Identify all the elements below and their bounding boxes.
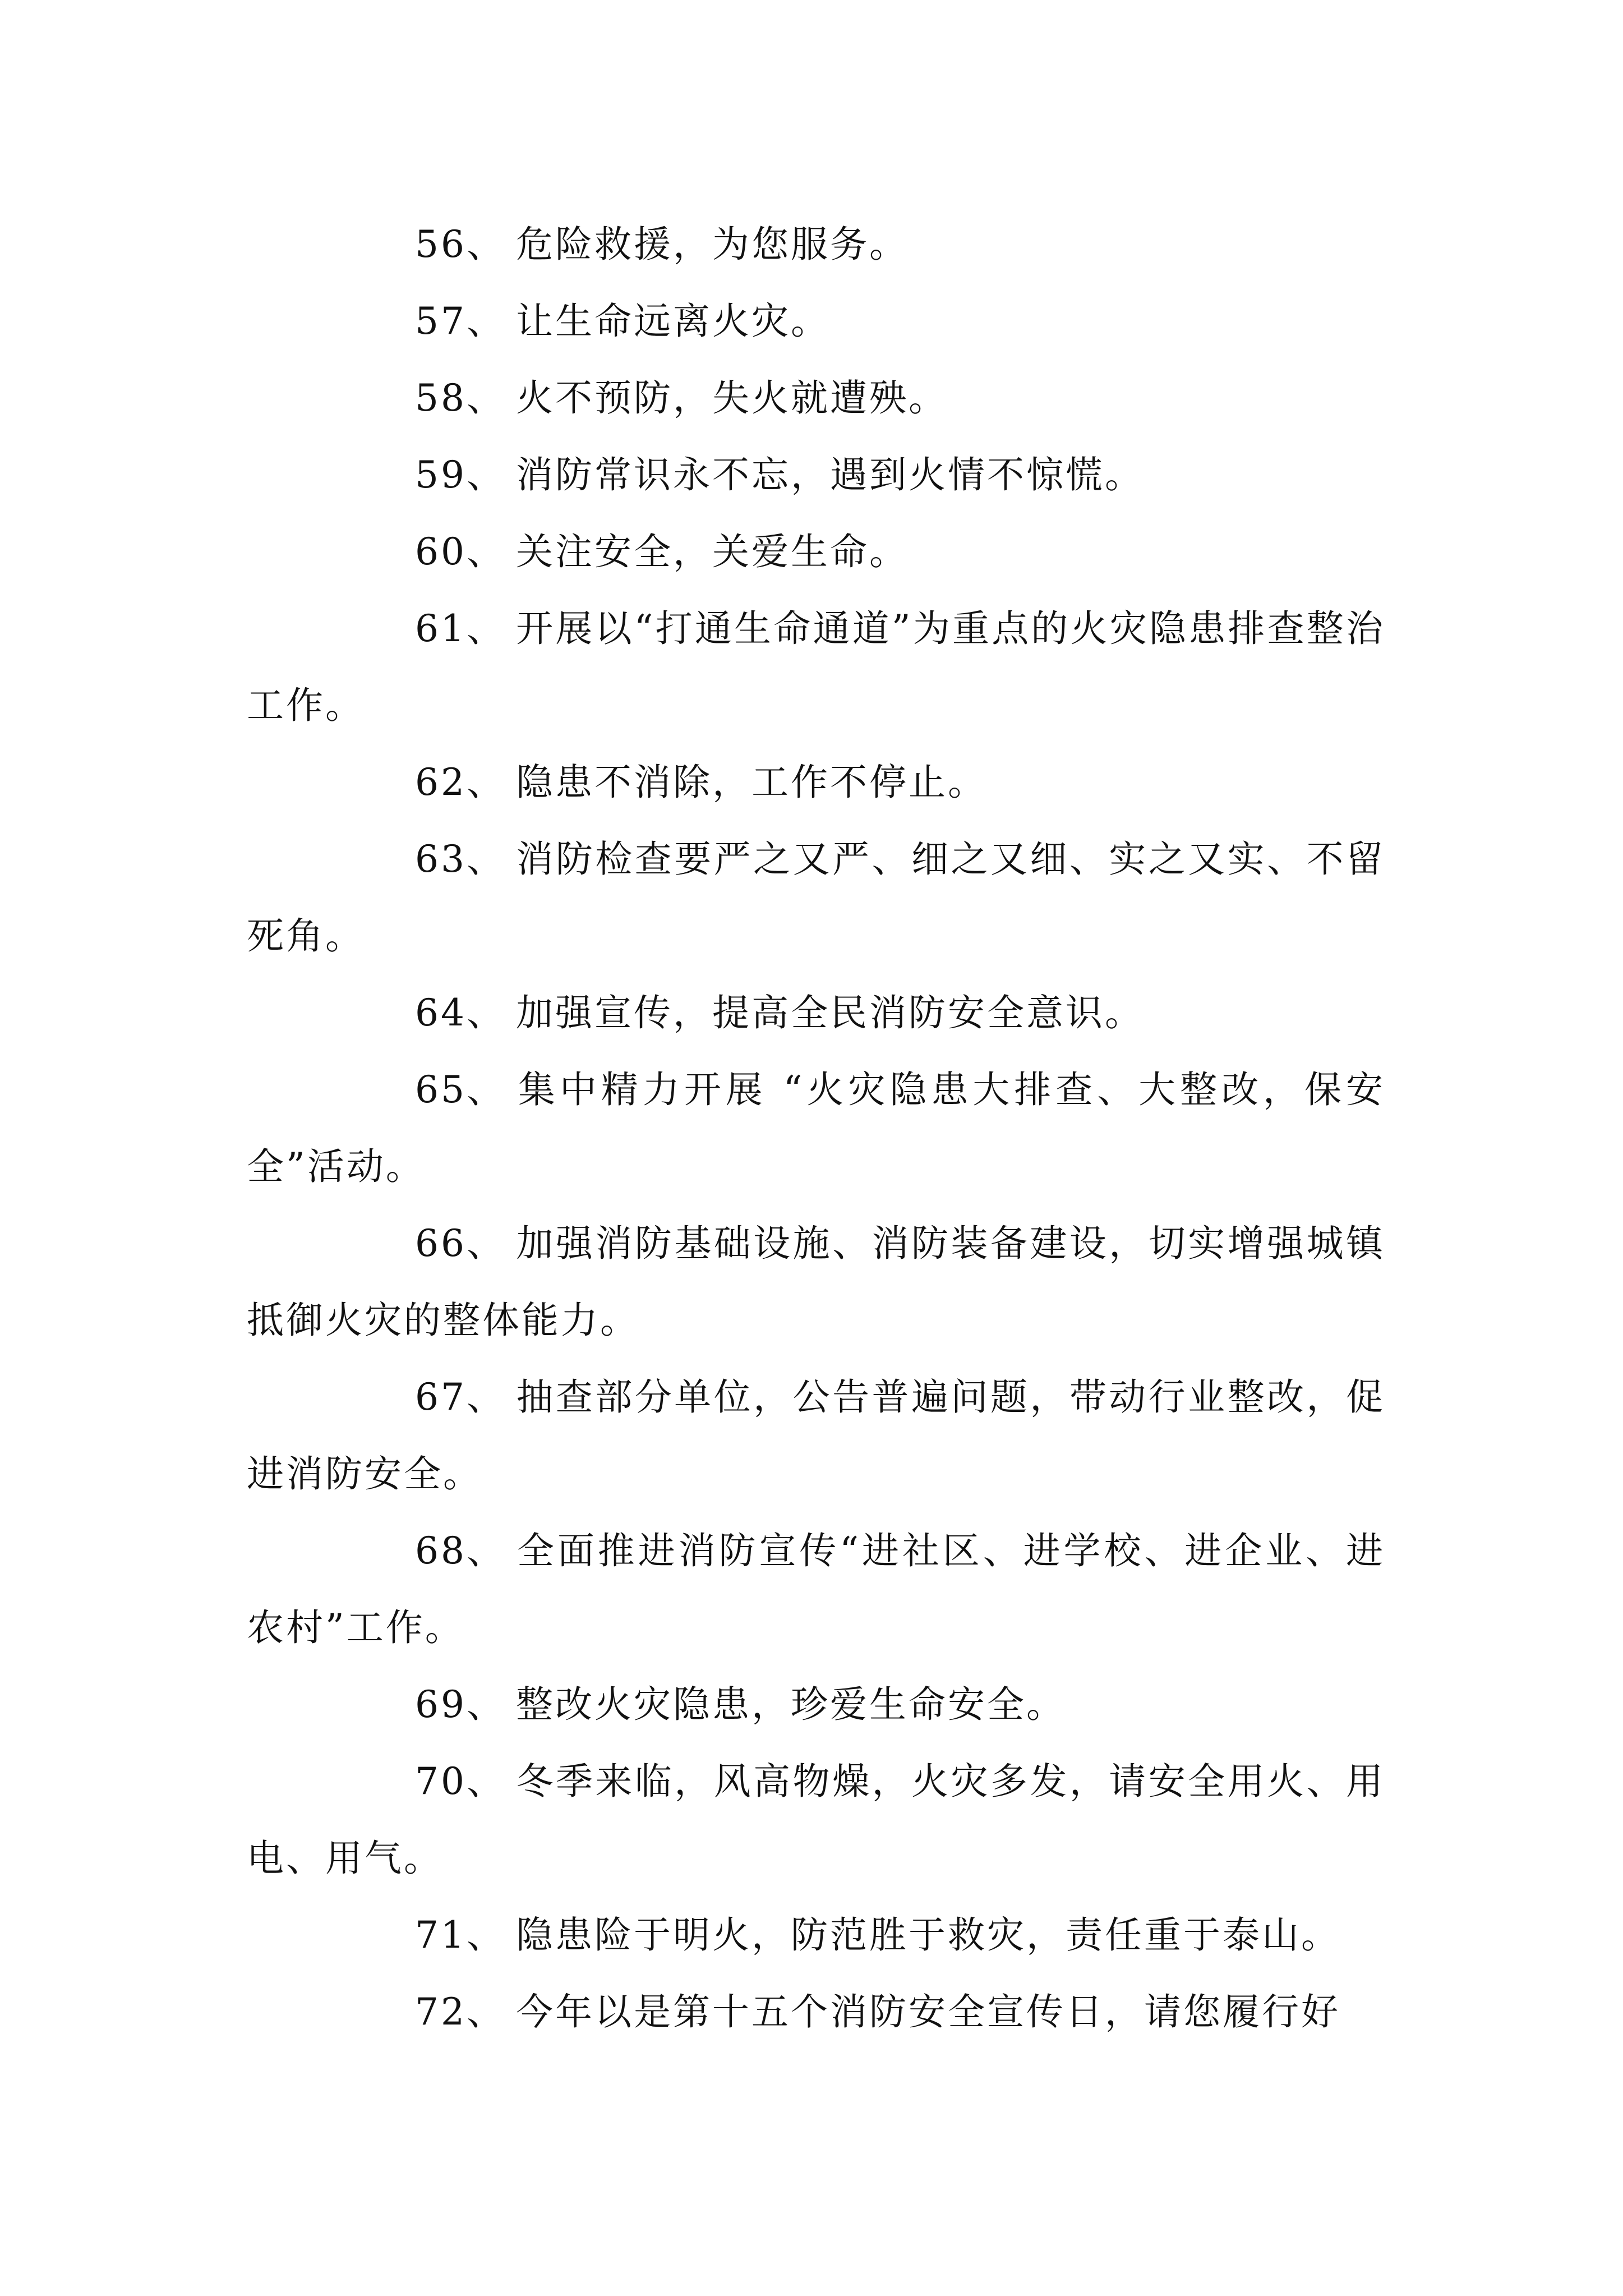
list-item (247, 974, 1385, 1051)
item-number: 62、 (415, 761, 506, 804)
item-text: 开展以“打通生命通道”为重点的火灾隐患排查整治工作。 (247, 607, 1385, 727)
item-text: 加强宣传，提高全民消防安全意识。 (515, 991, 1144, 1034)
item-text: 隐患不消除，工作不停止。 (515, 761, 987, 804)
item-text: 加强消防基础设施、消防装备建设，切实增强城镇抵御火灾的整体能力。 (247, 1222, 1385, 1342)
item-text: 让生命远离火灾。 (515, 300, 830, 343)
item-number: 61、 (415, 607, 506, 650)
item-number: 71、 (415, 1913, 506, 1957)
list-item (247, 360, 1385, 436)
item-number: 57、 (415, 300, 506, 343)
item-number: 63、 (415, 838, 506, 881)
item-number: 58、 (415, 376, 506, 420)
list-item (247, 283, 1385, 360)
item-text: 抽查部分单位，公告普遍问题，带动行业整改，促进消防安全。 (247, 1375, 1385, 1496)
item-text: 火不预防，失火就遭殃。 (515, 376, 948, 420)
item-number: 69、 (415, 1683, 506, 1726)
item-text: 消防检查要严之又严、细之又细、实之又实、不留死角。 (247, 838, 1385, 958)
item-number: 60、 (415, 530, 506, 573)
list-item (247, 206, 1385, 283)
list-item (247, 1359, 1385, 1512)
item-text: 隐患险于明火，防范胜于救灾，责任重于泰山。 (515, 1913, 1340, 1957)
list-item (247, 513, 1385, 590)
item-text: 全面推进消防宣传“进社区、进学校、进企业、进农村”工作。 (247, 1529, 1385, 1649)
list-item (247, 590, 1385, 744)
list-item (247, 821, 1385, 974)
item-number: 64、 (415, 991, 506, 1034)
list-item (247, 1973, 1385, 2050)
item-text: 今年以是第十五个消防安全宣传日，请您履行好 (515, 1990, 1340, 2033)
item-number: 70、 (415, 1760, 506, 1803)
item-number: 65、 (415, 1068, 506, 1111)
item-number: 72、 (415, 1990, 506, 2033)
item-text: 消防常识永不忘，遇到火情不惊慌。 (515, 453, 1144, 496)
item-number: 59、 (415, 453, 506, 496)
list-item (247, 744, 1385, 821)
list-item (247, 1512, 1385, 1666)
item-text: 危险救援，为您服务。 (515, 223, 909, 266)
list-item (247, 1205, 1385, 1359)
item-text: 集中精力开展 “火灾隐患大排查、大整改，保安全”活动。 (247, 1068, 1385, 1188)
item-number: 66、 (415, 1222, 506, 1265)
item-number: 67、 (415, 1375, 506, 1419)
list-item (247, 1051, 1385, 1205)
slogan-list (247, 206, 1385, 2050)
item-text: 整改火灾隐患，珍爱生命安全。 (515, 1683, 1066, 1726)
list-item (247, 436, 1385, 513)
list-item (247, 1666, 1385, 1743)
item-text: 冬季来临，风高物燥，火灾多发，请安全用火、用电、用气。 (247, 1760, 1385, 1880)
item-number: 68、 (415, 1529, 506, 1572)
item-number: 56、 (415, 223, 506, 266)
item-text: 关注安全，关爱生命。 (515, 530, 909, 573)
list-item (247, 1743, 1385, 1897)
list-item (247, 1897, 1385, 1973)
